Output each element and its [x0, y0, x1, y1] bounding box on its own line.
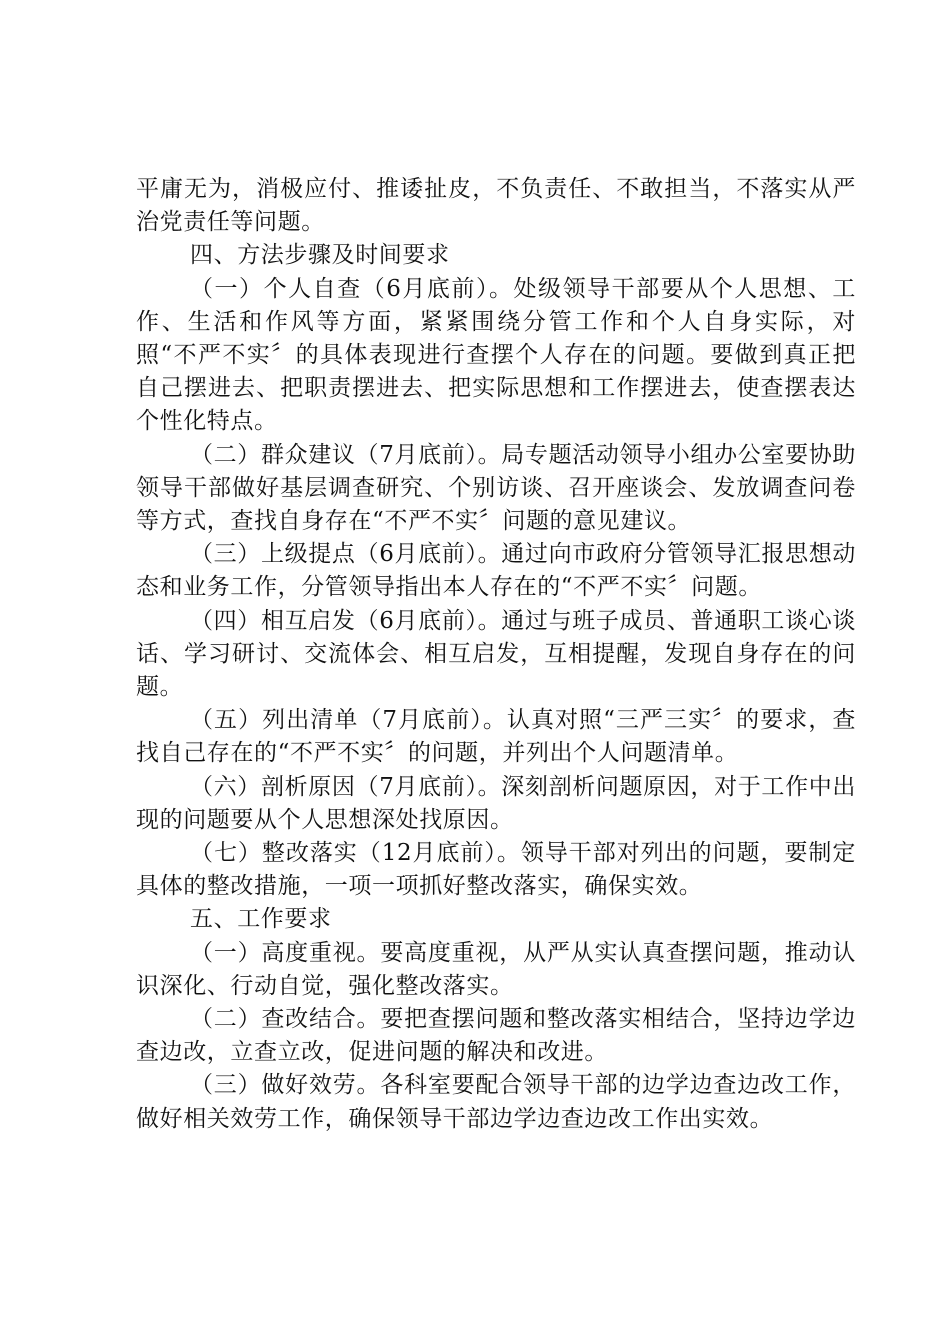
paragraph-requirement-3: （三）做好效劳。各科室要配合领导干部的边学边查边改工作，做好相关效劳工作，确保领导干部边学边查边改工作出实效。 — [136, 1072, 856, 1132]
paragraph-step-7: （七）整改落实（12月底前）。领导干部对列出的问题，要制定具体的整改措施，一项一项抓好整改落实，确保实效。 — [136, 840, 856, 900]
paragraph-step-4: （四）相互启发（6月底前）。通过与班子成员、普通职工谈心谈话、学习研讨、交流体会、相互启发，互相提醒，发现自身存在的问题。 — [136, 607, 856, 701]
paragraph-step-2: （二）群众建议（7月底前）。局专题活动领导小组办公室要协助领导干部做好基层调查研究、个别访谈、召开座谈会、发放调查问卷等方式，查找自身存在“不严不实〞问题的意见建议。 — [136, 441, 856, 535]
paragraph-step-1: （一）个人自查（6月底前）。处级领导干部要从个人思想、工作、生活和作风等方面，紧紧围绕分管工作和个人自身实际，对照“不严不实〞的具体表现进行查摆个人存在的问题。要做到真正把自己摆进去、把职责摆进去、把实际思想和工作摆进去，使查摆表达个性化特点。 — [136, 275, 856, 435]
paragraph-requirement-2: （二）查改结合。要把查摆问题和整改落实相结合，坚持边学边查边改，立查立改，促进问题的解决和改进。 — [136, 1006, 856, 1066]
paragraph-step-6: （六）剖析原因（7月底前）。深刻剖析问题原因，对于工作中出现的问题要从个人思想深处找原因。 — [136, 773, 856, 833]
paragraph-continuation: 平庸无为，消极应付、推诿扯皮，不负责任、不敢担当，不落实从严治党责任等问题。 — [136, 176, 856, 236]
section-heading-methods: 四、方法步骤及时间要求 — [190, 242, 450, 269]
paragraph-step-3: （三）上级提点（6月底前）。通过向市政府分管领导汇报思想动态和业务工作，分管领导指出本人存在的“不严不实〞问题。 — [136, 541, 856, 601]
section-heading-requirements: 五、工作要求 — [190, 906, 332, 933]
paragraph-step-5: （五）列出清单（7月底前）。认真对照“三严三实〞的要求，查找自己存在的“不严不实〞的问题，并列出个人问题清单。 — [136, 707, 856, 767]
paragraph-requirement-1: （一）高度重视。要高度重视，从严从实认真查摆问题，推动认识深化、行动自觉，强化整改落实。 — [136, 939, 856, 999]
document-body — [136, 173, 856, 1136]
